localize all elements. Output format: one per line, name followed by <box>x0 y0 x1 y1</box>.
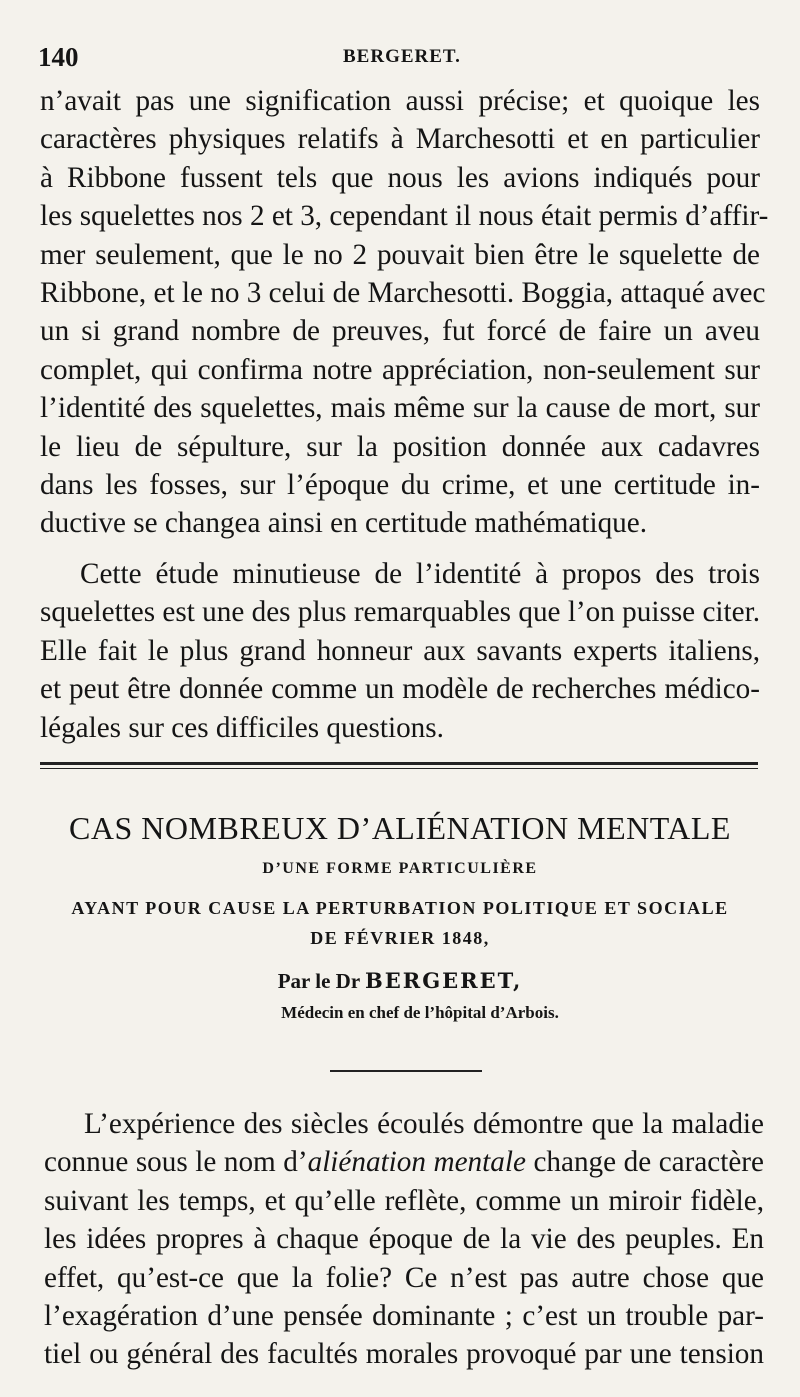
author-name: BERGERET, <box>365 968 523 993</box>
section-divider-thin <box>40 768 758 769</box>
paragraph-3 <box>44 1105 764 1374</box>
article-author <box>40 968 760 994</box>
text-line: légales sur ces difficiles questions. <box>40 711 444 744</box>
text-run: connue sous le nom d’ <box>44 1146 308 1179</box>
text-line: les idées propres à chaque époque de la vie des peuples. En <box>44 1223 764 1256</box>
author-prefix: Par le Dr <box>277 969 360 993</box>
text-line: tiel ou général des facultés morales provoqué par une tension <box>44 1338 764 1371</box>
text-line: un si grand nombre de preuves, fut forcé de faire un aveu <box>40 315 760 348</box>
text-line: le lieu de sépulture, sur la position donnée aux cadavres <box>40 430 760 463</box>
short-divider <box>330 1070 482 1072</box>
article-subtitle-1: D’UNE FORME PARTICULIÈRE <box>262 860 538 877</box>
text-line: caractères physiques relatifs à Marchesotti et en particulier <box>40 123 760 156</box>
article-subtitle-2: AYANT POUR CAUSE LA PERTURBATION POLITIQUE ET SOCIALE <box>71 898 729 918</box>
text-line: dans les fosses, sur l’époque du crime, et une certitude in- <box>40 469 760 502</box>
text-line: les squelettes nos 2 et 3, cependant il nous était permis d’affir- <box>40 200 769 233</box>
section-divider <box>40 762 758 765</box>
text-line: effet, qu’est-ce que la folie? Ce n’est pas autre chose que <box>44 1261 764 1294</box>
text-line: Elle fait le plus grand honneur aux savants experts italiens, <box>40 634 760 667</box>
page-number: 140 <box>38 42 79 72</box>
text-line: suivant les temps, et qu’elle reflète, comme un miroir fidèle, <box>44 1184 764 1217</box>
text-line: L’expérience des siècles écoulés démontre que la maladie <box>84 1108 764 1140</box>
article-title: CAS NOMBREUX D’ALIÉNATION MENTALE <box>69 810 731 846</box>
author-role: Médecin en chef de l’hôpital d’Arbois. <box>281 1003 559 1022</box>
running-title: BERGERET. <box>343 46 461 67</box>
text-line: Ribbone, et le no 3 celui de Marchesotti. Boggia, attaqué avec <box>40 277 766 310</box>
text-line: ductive se changea ainsi en certitude mathématique. <box>40 507 648 540</box>
italic-term: aliénation mentale <box>307 1146 526 1179</box>
body-text-bottom <box>44 1105 764 1374</box>
text-line: l’exagération d’une pensée dominante ; c’est un trouble par- <box>44 1300 764 1333</box>
text-line <box>44 1143 764 1181</box>
body-text-top <box>40 82 769 747</box>
text-run: change de caractère <box>525 1146 764 1179</box>
paragraph-2 <box>40 555 760 747</box>
article-subtitle-3: DE FÉVRIER 1848, <box>310 928 490 948</box>
text-line: et peut être donnée comme un modèle de recherches médico- <box>40 673 760 706</box>
text-line: complet, qui confirma notre appréciation, non-seulement sur <box>40 353 760 386</box>
text-line: l’identité des squelettes, mais même sur la cause de mort, sur <box>40 392 760 425</box>
text-line: mer seulement, que le no 2 pouvait bien être le squelette de <box>40 238 760 271</box>
text-line: squelettes est une des plus remarquables que l’on puisse citer. <box>40 596 760 629</box>
text-line: Cette étude minutieuse de l’identité à propos des trois <box>80 557 760 590</box>
paragraph-1 <box>40 82 769 543</box>
text-line: n’avait pas une signification aussi précise; et quoique les <box>40 85 760 117</box>
text-line: à Ribbone fussent tels que nous les avions indiqués pour <box>40 161 760 194</box>
running-head <box>38 38 758 72</box>
